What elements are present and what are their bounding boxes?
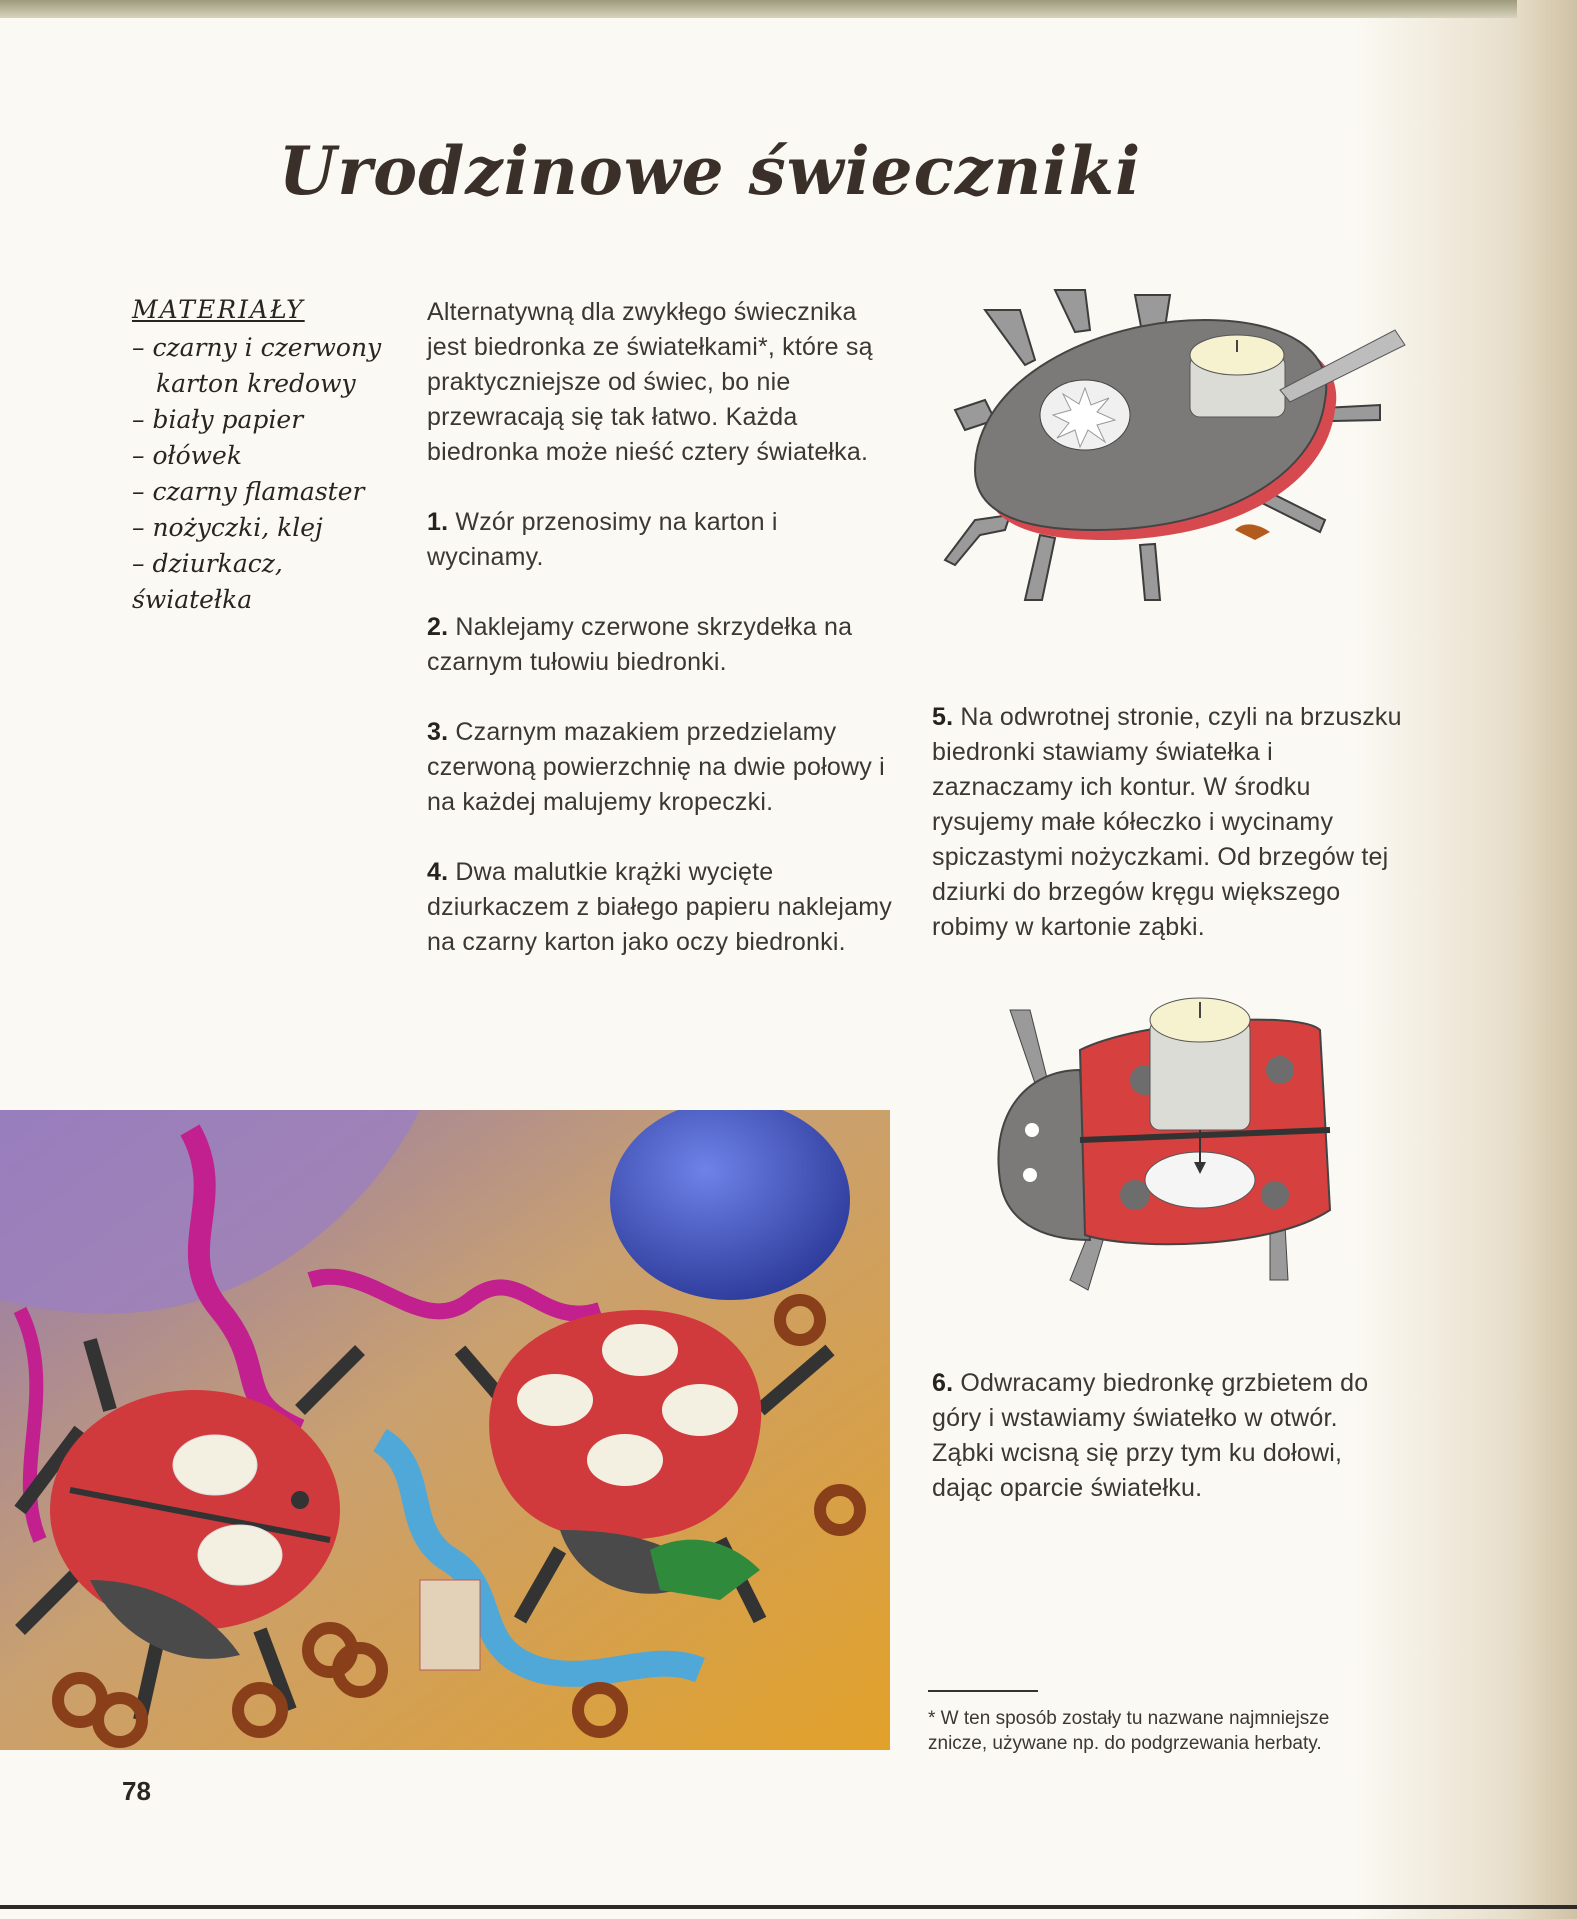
step-3 bbox=[427, 715, 897, 820]
step-number: 5. bbox=[932, 703, 954, 731]
footnote-rule bbox=[928, 1690, 1038, 1692]
materials-list bbox=[132, 292, 402, 618]
footnote bbox=[928, 1690, 1378, 1756]
step-number: 4. bbox=[427, 858, 449, 886]
ladybug-wings bbox=[50, 1390, 340, 1630]
step-1 bbox=[427, 505, 897, 575]
ladybug-leg-drawing bbox=[1025, 535, 1055, 600]
step-2 bbox=[427, 610, 897, 680]
ladybug-head-drawing bbox=[998, 1070, 1090, 1240]
toy-figure bbox=[420, 1580, 480, 1670]
ladybug-leg-drawing bbox=[985, 310, 1035, 365]
material-item: – czarny i czerwony bbox=[132, 333, 382, 362]
tealight bbox=[602, 1324, 678, 1376]
instructions-column-left bbox=[427, 295, 897, 995]
tealight bbox=[198, 1525, 282, 1585]
step-5 bbox=[932, 700, 1402, 945]
tealight bbox=[662, 1384, 738, 1436]
ladybug-leg-drawing bbox=[1055, 290, 1090, 332]
material-item: – dziurkacz, światełka bbox=[132, 549, 283, 614]
material-item: – ołówek bbox=[132, 441, 242, 470]
step-number: 2. bbox=[427, 613, 449, 641]
ladybug-template-illustration bbox=[925, 270, 1425, 620]
materials-heading: MATERIAŁY bbox=[132, 295, 305, 324]
footnote-text: * W ten sposób zostały tu nazwane najmniejsze znicze, używane np. do podgrzewania herbaty. bbox=[928, 1708, 1330, 1754]
page-title: Urodzinowe świeczniki bbox=[278, 132, 1142, 210]
instructions-column-right-bottom bbox=[932, 1366, 1402, 1541]
ladybug-assembled-illustration bbox=[970, 980, 1370, 1320]
ladybug-leg-drawing bbox=[1140, 544, 1160, 600]
step-text: Czarnym mazakiem przedzielamy czerwoną powierzchnię na dwie połowy i na każdej malujemy kropeczki. bbox=[427, 718, 885, 816]
step-text: Naklejamy czerwone skrzydełka na czarnym tułowiu biedronki. bbox=[427, 613, 853, 676]
page-number: 78 bbox=[122, 1776, 151, 1806]
instructions-column-right-top bbox=[932, 700, 1402, 980]
tealight bbox=[587, 1434, 663, 1486]
step-4 bbox=[427, 855, 897, 960]
step-6 bbox=[932, 1366, 1402, 1506]
wing-spot bbox=[1266, 1056, 1294, 1084]
step-number: 3. bbox=[427, 718, 449, 746]
step-text: Dwa malutkie krążki wycięte dziurkaczem z białego papieru naklejamy na czarny karton jako oczy biedronki. bbox=[427, 858, 892, 956]
material-item: – czarny flamaster bbox=[132, 477, 365, 506]
step-number: 6. bbox=[932, 1369, 954, 1397]
paint-blot bbox=[1235, 524, 1270, 540]
ladybug-eye bbox=[1023, 1168, 1037, 1182]
book-spine-edge bbox=[1517, 0, 1577, 1919]
step-text: Wzór przenosimy na karton i wycinamy. bbox=[427, 508, 778, 571]
ladybug-eye bbox=[1025, 1123, 1039, 1137]
tealight bbox=[517, 1374, 593, 1426]
intro-paragraph: Alternatywną dla zwykłego świecznika jest biedronka ze światełkami*, które są praktyczniejsze od świec, bo nie przewracają się tak łatwo. Każda biedronka może nieść cztery światełka. bbox=[427, 298, 873, 466]
ladybug-leg-drawing bbox=[945, 515, 1010, 565]
page-bottom-edge bbox=[0, 1905, 1577, 1909]
material-item: karton kredowy bbox=[156, 369, 356, 398]
finished-ladybugs-photo bbox=[0, 1110, 890, 1750]
wing-spot bbox=[1261, 1181, 1289, 1209]
material-item: – biały papier bbox=[132, 405, 304, 434]
wing-spot bbox=[291, 1491, 309, 1509]
step-text: Odwracamy biedronkę grzbietem do góry i wstawiamy światełko w otwór. Ząbki wcisną się przy tym ku dołowi, dając oparcie światełku. bbox=[932, 1369, 1369, 1502]
material-item: – nożyczki, klej bbox=[132, 513, 323, 542]
step-text: Na odwrotnej stronie, czyli na brzuszku biedronki stawiamy światełka i zaznaczamy ich kontur. W środku rysujemy małe kółeczko i wycinamy spiczastymi nożyczkami. Od brzegów tej dziurki do brzegów kręgu większego robimy w kartonie ząbki. bbox=[932, 703, 1402, 941]
tealight bbox=[173, 1435, 257, 1495]
page-top-edge bbox=[0, 0, 1577, 18]
step-number: 1. bbox=[427, 508, 449, 536]
